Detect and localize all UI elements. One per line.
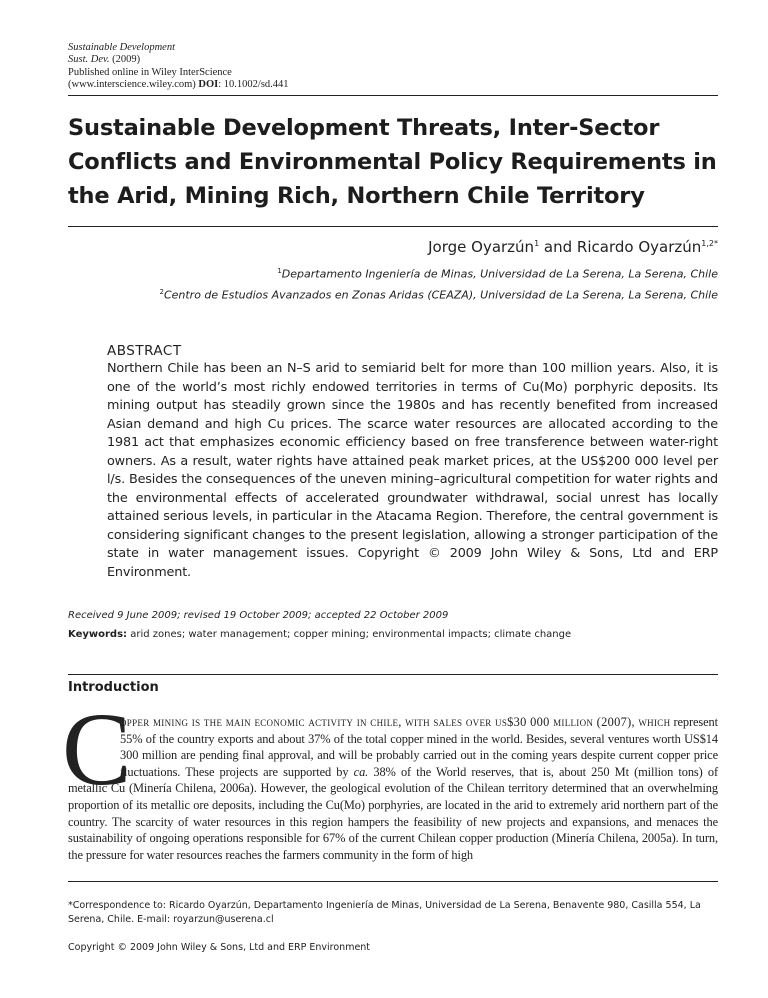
doi-label: DOI — [198, 79, 219, 91]
page-footer: Copyright © 2009 John Wiley & Sons, Ltd and ERP Environment — [68, 942, 371, 953]
intro-lead-smallcaps: opper mining is the main economic activity in chile, with sales over us$30 000 million (2007), which — [120, 715, 671, 729]
received-dates: Received 9 June 2009; revised 19 October 2009; accepted 22 October 2009 — [68, 610, 449, 621]
intro-text-1: represent 55% of the country exports and about 37% of the total copper mined in the world. Besides, several ventures worth US$14 300 million are pending final approval, and will be probably carried out in the coming years despite current copper price fluctuations. These projects are supported by — [120, 715, 718, 779]
author-separator: and — [539, 238, 577, 256]
title-rule — [68, 226, 718, 227]
author-2-affil: 1,2* — [701, 239, 718, 248]
article-title: Sustainable Development Threats, Inter-Sector Conflicts and Environmental Policy Requirements in the Arid, Mining Rich, Northern Chile Territory — [68, 115, 717, 209]
drop-cap-space — [68, 714, 120, 780]
affiliation-2-mark: 2 — [159, 288, 164, 296]
footnote-rule — [68, 881, 718, 882]
drop-cap: C — [62, 692, 132, 807]
published-line: Published online in Wiley InterScience — [68, 66, 232, 78]
website-link[interactable]: (www.interscience.wiley.com) — [68, 79, 196, 91]
intro-text-2: 38% of the World reserves, that is, about 250 Mt (million tons) of metallic Cu (Minería Chilena, 2006a). However, the geological evolution of the Chilean territory determined that an overwhelming proportion of its metallic ore deposits, including the Cu(Mo) porphyries, are located in the arid to extremely arid northern part of the country. The scarcity of water resources in this region hampers the feasibility of new projects and expansions, and menaces the sustainability of ongoing operations responsible for 67% of the current Chilean copper production (Minería Chilena, 2005a). In turn, the pressure for water resources reaches the farmers community in the form of high — [68, 764, 718, 862]
author-line — [428, 238, 718, 256]
introduction-heading: Introduction — [68, 680, 159, 695]
affiliation-1-mark: 1 — [277, 267, 282, 275]
affiliation-2-text: Centro de Estudios Avanzados en Zonas Aridas (CEAZA), Universidad de La Serena, La Serena, Chile — [163, 288, 718, 302]
doi-line — [68, 79, 708, 91]
doi-value: : 10.1002/sd.441 — [218, 79, 289, 91]
journal-name: Sustainable Development — [68, 42, 176, 53]
author-2: Ricardo Oyarzún — [576, 238, 702, 256]
keywords-list: arid zones; water management; copper mining; environmental impacts; climate change — [127, 629, 572, 640]
introduction-paragraph — [68, 714, 718, 863]
abstract-heading: ABSTRACT — [107, 343, 182, 359]
journal-citation — [68, 54, 708, 66]
journal-abbrev: Sust. Dev. — [68, 54, 110, 66]
keywords-label: Keywords: — [68, 629, 128, 640]
author-1-affil: 1 — [534, 239, 540, 248]
intro-ca-italic: ca. — [353, 764, 369, 779]
section-rule — [68, 674, 718, 675]
affiliation-1-text: Departamento Ingeniería de Minas, Universidad de La Serena, La Serena, Chile — [281, 267, 718, 281]
correspondence-footnote: *Correspondence to: Ricardo Oyarzún, Departamento Ingeniería de Minas, Universidad de La Serena, Benavente 980, Casilla 554, La Serena, Chile. E-mail: royarzun@userena.cl — [68, 900, 701, 925]
header-rule — [68, 95, 718, 96]
author-1: Jorge Oyarzún — [428, 238, 535, 256]
journal-year: (2009) — [112, 54, 141, 66]
keywords-line — [68, 629, 718, 640]
abstract-text: Northern Chile has been an N–S arid to semiarid belt for more than 100 million years. Also, it is one of the world’s most richly endowed territories in terms of Cu(Mo) porphyric deposits. Its mining output has steadily grown since the 1980s and has recently benefited from increased Asian demand and high Cu prices. The scarce water resources are allocated according to the 1981 act that emphasizes economic efficiency based on free transference between water-right owners. As a result, water rights have attained peak market prices, at the US$200 000 level per l/s. Besides the consequences of the uneven mining–agricultural competition for water rights and the environmental effects of accelerated groundwater withdrawal, social unrest has locally attained serious levels, in particular in the Atacama Region. Therefore, the central government is considering significant changes to the present legislation, allowing a stronger participation of the state in water management issues. Copyright © 2009 John Wiley & Sons, Ltd and ERP Environment. — [107, 361, 718, 580]
journal-header — [68, 42, 708, 92]
affiliation-2 — [159, 288, 718, 302]
affiliation-1 — [277, 267, 718, 281]
